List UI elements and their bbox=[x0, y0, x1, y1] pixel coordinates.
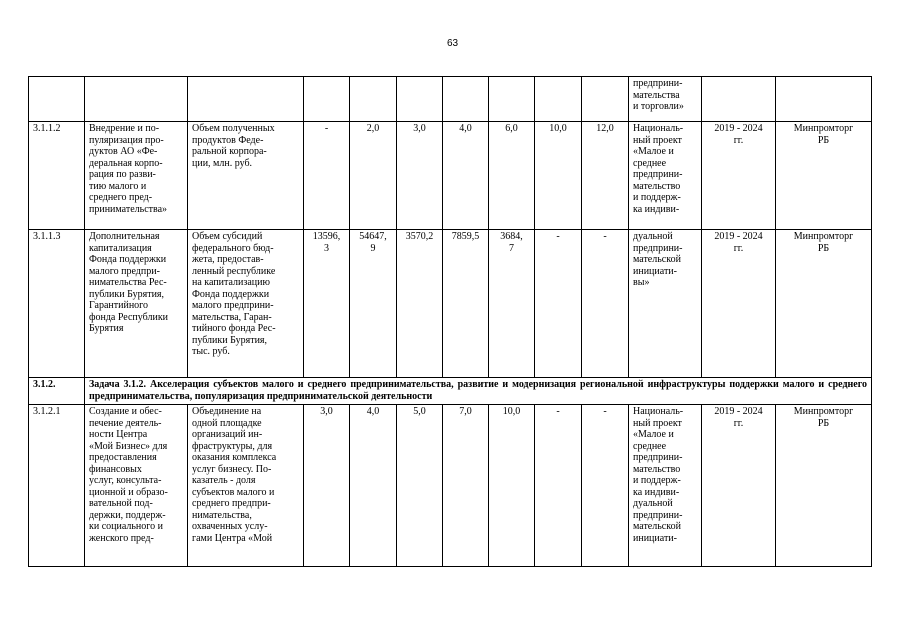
value-cell: 3,0 bbox=[304, 405, 350, 567]
task-number: 3.1.2. bbox=[29, 378, 85, 405]
measure-name: Внедрение и по- пуляризация про- дуктов АО «Фе- деральная корпо- рация по разви- тию малого и среднего пред- принимательства» bbox=[85, 122, 188, 230]
value-cell: 13596, 3 bbox=[304, 230, 350, 378]
value-cell: 6,0 bbox=[489, 122, 535, 230]
value-cell: - bbox=[304, 122, 350, 230]
period-cell: 2019 - 2024 гг. bbox=[702, 122, 776, 230]
task-title: Задача 3.1.2. Акселерация субъектов малого и среднего предпринимательства, развитие и модернизация региональной инфраструктуры поддержки малого и среднего предпринимательства, популяризация предпринимательской деятельности bbox=[85, 378, 872, 405]
row-number: 3.1.1.3 bbox=[29, 230, 85, 378]
value-cell: 2,0 bbox=[350, 122, 397, 230]
task-row bbox=[29, 378, 872, 405]
value-cell: - bbox=[582, 230, 629, 378]
value-cell: 12,0 bbox=[582, 122, 629, 230]
program-cell: Националь- ный проект «Малое и среднее предприни- мательство и поддерж- ка индиви- bbox=[629, 122, 702, 230]
row-number: 3.1.1.2 bbox=[29, 122, 85, 230]
value-cell: - bbox=[535, 230, 582, 378]
value-cell: 4,0 bbox=[350, 405, 397, 567]
measures-table bbox=[28, 76, 872, 567]
value-cell: 3,0 bbox=[397, 122, 443, 230]
value-cell: 7859,5 bbox=[443, 230, 489, 378]
value-cell: 10,0 bbox=[535, 122, 582, 230]
indicator-cell: Объем полученных продуктов Феде- ральной корпора- ции, млн. руб. bbox=[188, 122, 304, 230]
program-cell: Националь- ный проект «Малое и среднее предприни- мательство и поддерж- ка индиви- дуальной предприни- мательской инициати- bbox=[629, 405, 702, 567]
value-cell: - bbox=[582, 405, 629, 567]
table-row bbox=[29, 122, 872, 230]
executor-cell: Минпромторг РБ bbox=[776, 230, 872, 378]
measure-name: Создание и обес- печение деятель- ности Центра «Мой Бизнес» для предоставления финансовых услуг, консульта- ционной и образо- вательной под- держки, поддерж- ки социального и женского пред- bbox=[85, 405, 188, 567]
value-cell: 3684, 7 bbox=[489, 230, 535, 378]
program-cell: предприни- мательства и торговли» bbox=[629, 77, 702, 122]
measure-name: Дополнительная капитализация Фонда поддержки малого предпри- нимательства Рес- публики Бурятия, Гарантийного фонда Республики Бурятия bbox=[85, 230, 188, 378]
value-cell: 3570,2 bbox=[397, 230, 443, 378]
indicator-cell: Объем субсидий федерального бюд- жета, предостав- ленный республике на капитализацию Фонда поддержки малого предприни- мательства, Гаран- тийного фонда Рес- публики Бурятия, тыс. руб. bbox=[188, 230, 304, 378]
table-row bbox=[29, 230, 872, 378]
executor-cell: Минпромторг РБ bbox=[776, 405, 872, 567]
row-number: 3.1.2.1 bbox=[29, 405, 85, 567]
value-cell: 54647, 9 bbox=[350, 230, 397, 378]
value-cell: - bbox=[535, 405, 582, 567]
page-number: 63 bbox=[446, 38, 459, 49]
executor-cell: Минпромторг РБ bbox=[776, 122, 872, 230]
period-cell: 2019 - 2024 гг. bbox=[702, 230, 776, 378]
value-cell: 5,0 bbox=[397, 405, 443, 567]
value-cell: 4,0 bbox=[443, 122, 489, 230]
program-cell: дуальной предприни- мательской инициати- вы» bbox=[629, 230, 702, 378]
table-row bbox=[29, 405, 872, 567]
table-row bbox=[29, 77, 872, 122]
value-cell: 7,0 bbox=[443, 405, 489, 567]
period-cell: 2019 - 2024 гг. bbox=[702, 405, 776, 567]
indicator-cell: Объединение на одной площадке организаций ин- фраструктуры, для оказания комплекса услуг бизнесу. По- казатель - доля субъектов малого и среднего предпри- нимательства, охваченных услу- гами Центра «Мой bbox=[188, 405, 304, 567]
value-cell: 10,0 bbox=[489, 405, 535, 567]
